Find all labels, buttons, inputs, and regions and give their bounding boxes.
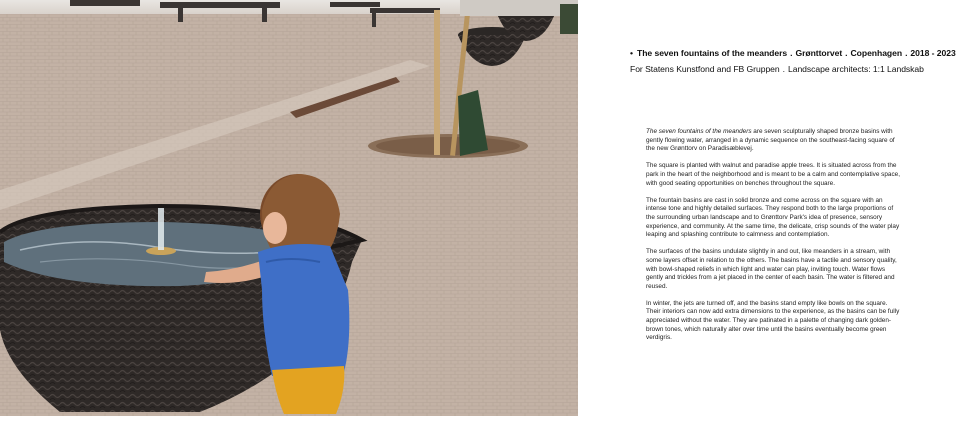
project-header xyxy=(630,45,956,77)
bullet-icon: • xyxy=(630,48,633,58)
paragraph-1 xyxy=(646,128,900,154)
project-title-line xyxy=(630,45,956,61)
project-place: Grønttorvet xyxy=(795,48,843,58)
paragraph-1-text: are seven sculpturally shaped bronze basins with gently flowing water, arranged in a dynamic sequence on the southeast-facing square of the new Grønttorv on Paradisæblevej. xyxy=(646,128,895,153)
separator: . xyxy=(845,48,848,58)
paragraph-4: The surfaces of the basins undulate slightly in and out, like meanders in a stream, with some layers offset in relation to the others. The basins have a tactile and sensory quality, with bowl-shaped reliefs in which light and water can play, inviting touch. Water flows gently and trickles from a jet placed in the center of each basin. The water is filtered and reused. xyxy=(646,248,897,290)
paragraph-3: The fountain basins are cast in solid bronze and come across on the square with an intense tone and highly detailed surfaces. They respond both to the large proportions of the surrounding urban landscape and to Grønttorv Park's idea of presence, sensory experience, and community. At the same time, the delicate, crisp sounds of the water play leaping and splashing contribute to calmness and contemplation. xyxy=(646,196,900,239)
project-client: For Statens Kunstfond and FB Gruppen xyxy=(630,64,780,74)
project-years: 2018 - 2023 xyxy=(910,48,956,58)
project-description xyxy=(646,128,900,351)
separator: . xyxy=(905,48,908,58)
project-architects: Landscape architects: 1:1 Landskab xyxy=(787,64,924,74)
project-credits-line xyxy=(630,61,924,77)
project-title: The seven fountains of the meanders xyxy=(637,48,788,58)
paragraph-1-title: The seven fountains of the meanders xyxy=(646,128,752,135)
separator: . xyxy=(790,48,793,58)
separator: . xyxy=(782,64,785,74)
paragraph-2: The square is planted with walnut and paradise apple trees. It is situated across from the park in the heart of the neighborhood and is meant to be a calm and contemplative space, with good seating opportunities on benches throughout the square. xyxy=(646,162,901,187)
project-city: Copenhagen xyxy=(850,48,903,58)
paragraph-5: In winter, the jets are turned off, and the basins stand empty like bowls on the square. Their interiors can now add extra dimensions to the experience, as the basins can be fully appreciated without the water. They are patinated in a palette of changing dark golden-brown tones, which naturally alter over time until the basins eventually become green verdigris. xyxy=(646,299,900,342)
